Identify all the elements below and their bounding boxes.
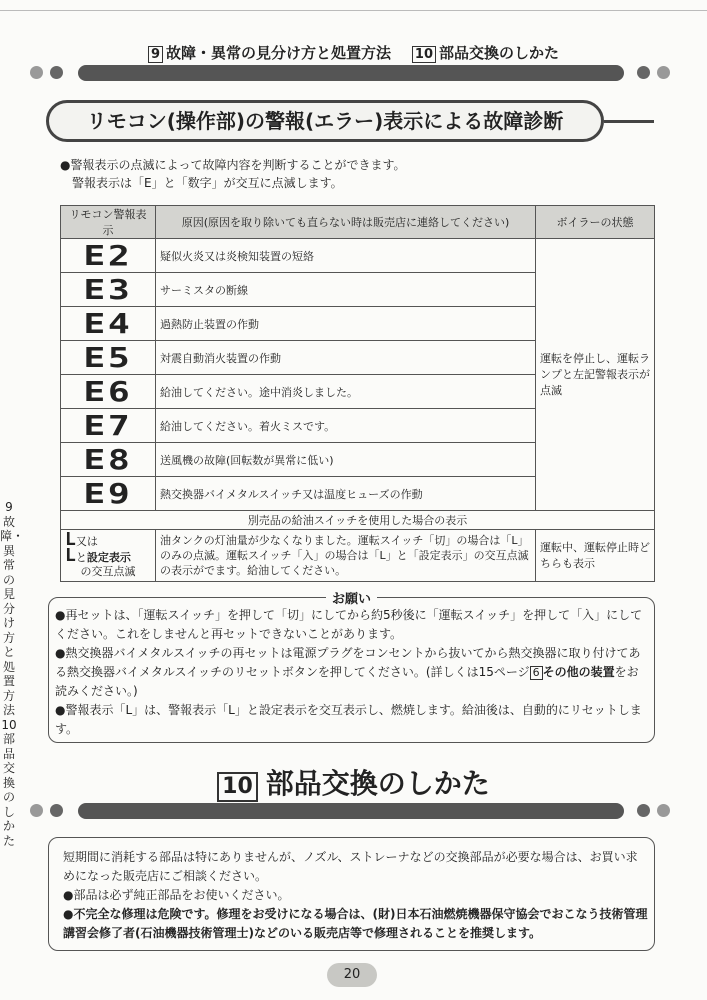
parts-line-1: 短期間に消耗する部品は特にありませんが、ノズル、ストレーナなどの交換部品が必要な場合は、お買い求めになった販売店にご相談ください。 — [63, 850, 638, 883]
page-number: 20 — [327, 963, 377, 987]
error-cause: 対震自動消火装置の作動 — [156, 341, 536, 375]
onegai-title: お願い — [49, 588, 654, 607]
header-title — [0, 42, 707, 63]
header-remote-display: リモコン警報表示 — [61, 206, 156, 239]
l-glyph: L — [65, 528, 76, 550]
error-code-cell — [61, 307, 156, 341]
error-code: E7 — [83, 409, 133, 442]
section-title-line — [604, 120, 654, 123]
intro-text — [60, 156, 406, 192]
special-code-line1: 又は — [75, 534, 98, 548]
boiler-state: 運転を停止し、運転ランプと左記警報表示が点滅 — [536, 239, 655, 511]
dot-decoration — [637, 66, 650, 79]
table-row — [61, 530, 655, 582]
note-l-display: ●警報表示「L」は、警報表示「L」と設定表示を交互表示し、燃焼します。給油後は、自動的にリセットします。 — [55, 703, 642, 736]
onegai-notes — [55, 606, 645, 739]
special-code-cell — [61, 530, 156, 582]
l-glyph: L — [65, 544, 76, 566]
section-number-10: 10 — [412, 46, 436, 63]
error-cause: 疑似火炎又は炎検知装置の短絡 — [156, 239, 536, 273]
dot-decoration — [657, 66, 670, 79]
header-cause: 原因(原因を取り除いても直らない時は販売店に連絡してください) — [156, 206, 536, 239]
note-bimetal: ●熱交換器バイメタルスイッチの再セットは電源プラグをコンセントから抜いてから熱交換器に取り付けてある熱交換器バイメタルスイッチのリセットボタンを押してください。(詳しくは15ページ 6 その他の装置をお読みください。) — [55, 646, 641, 698]
dot-decoration — [657, 804, 670, 817]
error-code-cell — [61, 341, 156, 375]
parts-line-3: ●不完全な修理は危険です。修理をお受けになる場合は、(財)日本石油燃焼機器保守協会でおこなう技術管理講習会修了者(石油機器技術管理士)などのいる販売店等で修理されることを推奨します。 — [63, 907, 648, 940]
intro-line-2: 警報表示は「E」と「数字」が交互に点滅します。 — [72, 176, 343, 190]
section-title: リモコン(操作部)の警報(エラー)表示による故障診断 — [46, 100, 604, 142]
special-code-line2: と — [75, 550, 87, 564]
error-code: E9 — [83, 477, 133, 510]
error-table — [60, 205, 655, 582]
error-code: E5 — [83, 341, 133, 374]
parts-text — [63, 848, 648, 943]
error-code: E8 — [83, 443, 133, 476]
intro-line-1: ●警報表示の点滅によって故障内容を判断することができます。 — [60, 158, 406, 172]
parts-section-text: 部品交換のしかた — [265, 767, 490, 800]
section-number-9: 9 — [148, 46, 163, 63]
dot-decoration — [50, 804, 63, 817]
header-boiler-state: ボイラーの状態 — [536, 206, 655, 239]
error-code: E4 — [83, 307, 133, 340]
parts-section-title — [0, 762, 707, 802]
error-cause: 送風機の故障(回転数が異常に低い) — [156, 443, 536, 477]
error-code-cell — [61, 273, 156, 307]
error-code-cell — [61, 375, 156, 409]
parts-box — [48, 837, 655, 951]
table-row — [61, 239, 655, 273]
dot-decoration — [30, 66, 43, 79]
parts-bar — [30, 803, 670, 819]
special-code-line3: の交互点滅 — [80, 564, 136, 578]
table-row — [61, 511, 655, 530]
note-reset: ●再セットは、「運転スイッチ」を押して「切」にしてから約5秒後に「運転スイッチ」を押して「入」にしてください。これをしませんと再セットできないことがあります。 — [55, 608, 643, 641]
table-header-row — [61, 206, 655, 239]
dot-decoration — [50, 66, 63, 79]
special-header: 別売品の給油スイッチを使用した場合の表示 — [61, 511, 655, 530]
header-bar — [30, 65, 670, 81]
error-code: E3 — [83, 273, 133, 306]
error-cause: 給油してください。着火ミスです。 — [156, 409, 536, 443]
header-title-10: 部品交換のしかた — [439, 44, 560, 62]
parts-line-2: ●部品は必ず純正部品をお使いください。 — [63, 888, 290, 902]
top-rule — [0, 10, 707, 11]
error-code: E2 — [83, 239, 133, 272]
onegai-box — [48, 592, 655, 743]
error-code: E6 — [83, 375, 133, 408]
error-cause: 給油してください。途中消炎しました。 — [156, 375, 536, 409]
dot-decoration — [637, 804, 650, 817]
header-title-9: 故障・異常の見分け方と処置方法 — [166, 44, 392, 62]
bar-decoration — [78, 803, 624, 819]
special-code-line2b: 設定表示 — [86, 550, 131, 564]
error-cause: 過熱防止装置の作動 — [156, 307, 536, 341]
ref-number: 6 — [530, 666, 543, 680]
side-tab: 9故障・異常の見分け方と処置方法 10部品交換のしかた — [0, 500, 25, 848]
error-cause: 熱交換器バイメタルスイッチ又は温度ヒューズの作動 — [156, 477, 536, 511]
error-code-cell — [61, 477, 156, 511]
ref-title: その他の装置 — [542, 665, 615, 679]
error-cause: サーミスタの断線 — [156, 273, 536, 307]
special-cause: 油タンクの灯油量が少なくなりました。運転スイッチ「切」の場合は「L」のみの点滅。運転スイッチ「入」の場合は「L」と「設定表示」の交互点滅の表示がでます。給油してください。 — [156, 530, 536, 582]
error-code-cell — [61, 239, 156, 273]
error-code-cell — [61, 409, 156, 443]
parts-section-number: 10 — [217, 772, 258, 802]
special-state: 運転中、運転停止時どちらも表示 — [536, 530, 655, 582]
dot-decoration — [30, 804, 43, 817]
error-code-cell — [61, 443, 156, 477]
bar-decoration — [78, 65, 624, 81]
